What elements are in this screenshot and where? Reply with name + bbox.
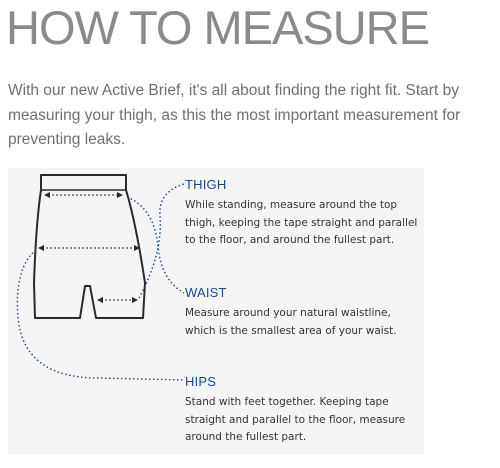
thigh-line-1: While standing, measure around the top [185,199,398,211]
leader-lines [17,184,184,380]
hips-line-1: Stand with feet together. Keeping tape [185,396,389,408]
hips-instructions [185,394,421,447]
measurement-diagram [8,168,424,454]
hips-line-2: straight and parallel to the floor, measure [185,413,406,426]
hips-leader-line [17,250,184,380]
waist-section [185,285,421,340]
hips-heading: HIPS [185,374,217,389]
thigh-line-2: thigh, keeping the tape straight and parallel [185,216,418,229]
waist-leader-line [127,197,184,293]
thigh-heading: THIGH [185,177,227,192]
thigh-leader-line [139,184,184,298]
intro-paragraph: With our new Active Brief, it's all about finding the right fit. Start by measuring your thigh, as this the most important measurement for preventing leaks. [8,82,461,148]
waist-instructions [185,305,421,340]
waist-heading: WAIST [185,285,227,300]
hips-section [185,374,421,447]
thigh-instructions [185,197,421,250]
thigh-section [185,177,421,250]
waist-line-1: Measure around your natural waistline, [185,307,391,319]
garment-outline [34,175,145,318]
thigh-line-3: to the floor, and around the fullest part. [185,234,395,246]
waist-measure-arrow [44,192,123,198]
page-title: HOW TO MEASURE [6,1,429,54]
thigh-measure-arrow [97,297,138,303]
hips-measure-arrow [38,245,140,251]
hips-line-3: around the fullest part. [185,431,307,443]
waist-line-2: which is the smallest area of your waist. [185,324,397,337]
